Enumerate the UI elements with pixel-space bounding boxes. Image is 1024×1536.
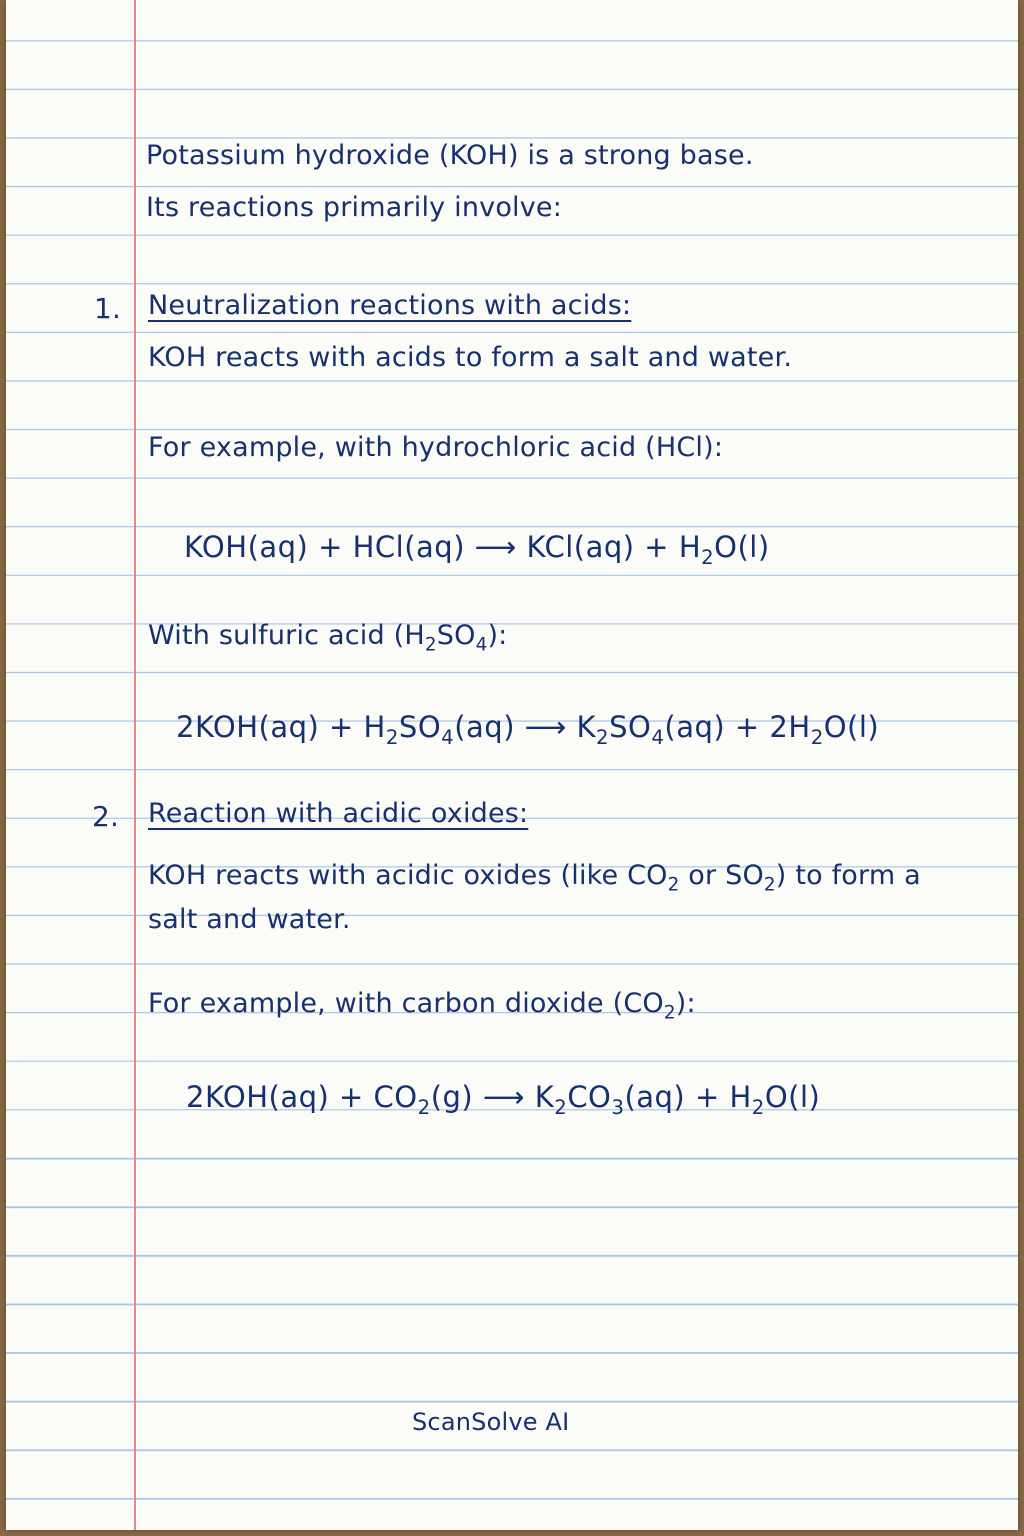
intro-line-1: Potassium hydroxide (KOH) is a strong base. bbox=[146, 140, 754, 171]
intro-line-2: Its reactions primarily involve: bbox=[146, 192, 563, 223]
section-2-number: 2. bbox=[92, 800, 120, 833]
notebook-paper bbox=[6, 0, 1018, 1530]
section-1-example-2-lead: With sulfuric acid $(H_2SO_4)$: bbox=[148, 620, 508, 656]
section-1-body: KOH reacts with acids to form a salt and water. bbox=[148, 342, 793, 373]
section-2-example-lead: For example, with carbon dioxide $(CO_2)$: bbox=[148, 988, 696, 1024]
section-2-heading-text: Reaction with acidic oxides: bbox=[148, 798, 529, 829]
section-1-number: 1. bbox=[94, 292, 122, 325]
equation-koh-co2: $2KOH(aq) + CO_2(g)$ ⟶ $K_2CO_3(aq) + H_2O(l)$ bbox=[186, 1080, 821, 1119]
section-1-heading-text: Neutralization reactions with acids: bbox=[148, 290, 632, 321]
section-1-example-lead: For example, with hydrochloric acid (HCl): bbox=[148, 432, 724, 463]
section-2-body-line-2: salt and water. bbox=[148, 904, 351, 935]
margin-line bbox=[134, 0, 136, 1530]
footer-brand: ScanSolve AI bbox=[412, 1408, 570, 1436]
section-2-body-line-1: KOH reacts with acidic oxides (like $CO_2$ or $SO_2$) to form a bbox=[148, 860, 921, 896]
section-1-heading bbox=[148, 290, 631, 321]
equation-koh-h2so4: $2KOH(aq) + H_2SO_4(aq)$ ⟶ $K_2SO_4(aq) + 2H_2O(l)$ bbox=[176, 710, 880, 749]
equation-koh-hcl: KOH(aq) + HCl(aq) ⟶ $KCl(aq) + H_2O(l)$ bbox=[184, 530, 770, 569]
section-2-heading bbox=[148, 798, 528, 829]
